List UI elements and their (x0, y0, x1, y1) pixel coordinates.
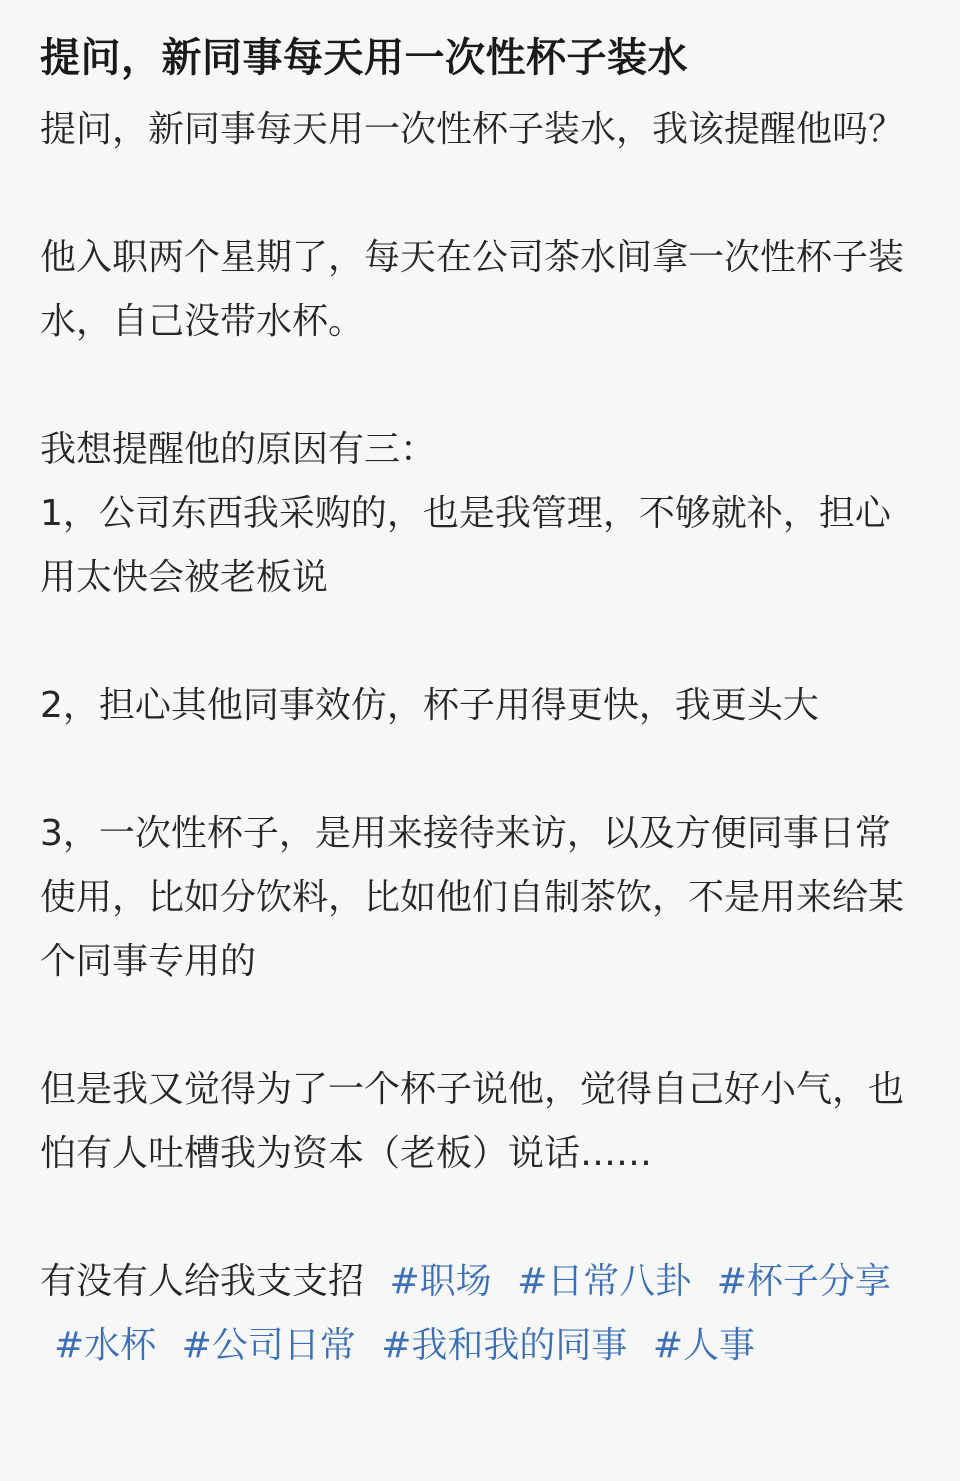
reason-2: 2，担心其他同事效仿，杯子用得更快，我更头大 (40, 685, 819, 726)
paragraph-gap (40, 162, 920, 226)
hashtag-hr[interactable]: #人事 (652, 1325, 756, 1366)
paragraph-gap (40, 610, 920, 674)
hashtag-workplace[interactable]: #职场 (389, 1261, 492, 1302)
closing-text: 有没有人给我支支招 (40, 1261, 365, 1302)
hashtag-me-and-colleagues[interactable]: #我和我的同事 (381, 1325, 628, 1366)
reason-3: 3，一次性杯子，是用来接待来访，以及方便同事日常使用，比如分饮料，比如他们自制茶饮，不是用来给某个同事专用的 (40, 813, 905, 982)
hashtag-company-daily[interactable]: #公司日常 (181, 1325, 356, 1366)
reason-1: 1，公司东西我采购的，也是我管理，不够就补，担心用太快会被老板说 (40, 493, 891, 598)
paragraph-gap (40, 738, 920, 802)
hashtag-daily-gossip[interactable]: #日常八卦 (517, 1261, 692, 1302)
paragraph-gap (40, 994, 920, 1058)
hashtag-water-cup[interactable]: #水杯 (54, 1325, 157, 1366)
reasons-intro: 我想提醒他的原因有三： (40, 429, 437, 470)
paragraph-gap (40, 354, 920, 418)
hashtag-cup-sharing[interactable]: #杯子分享 (716, 1261, 891, 1302)
post-body (40, 98, 920, 1378)
post-title: 提问，新同事每天用一次性杯子装水 (40, 35, 688, 81)
question-paragraph: 提问，新同事每天用一次性杯子装水，我该提醒他吗？ (40, 109, 905, 150)
closing-paragraph (40, 1250, 920, 1378)
hesitation-paragraph: 但是我又觉得为了一个杯子说他，觉得自己好小气，也怕有人吐槽我为资本（老板）说话…… (40, 1069, 905, 1174)
paragraph-gap (40, 1186, 920, 1250)
context-paragraph: 他入职两个星期了，每天在公司茶水间拿一次性杯子装水，自己没带水杯。 (40, 237, 905, 342)
